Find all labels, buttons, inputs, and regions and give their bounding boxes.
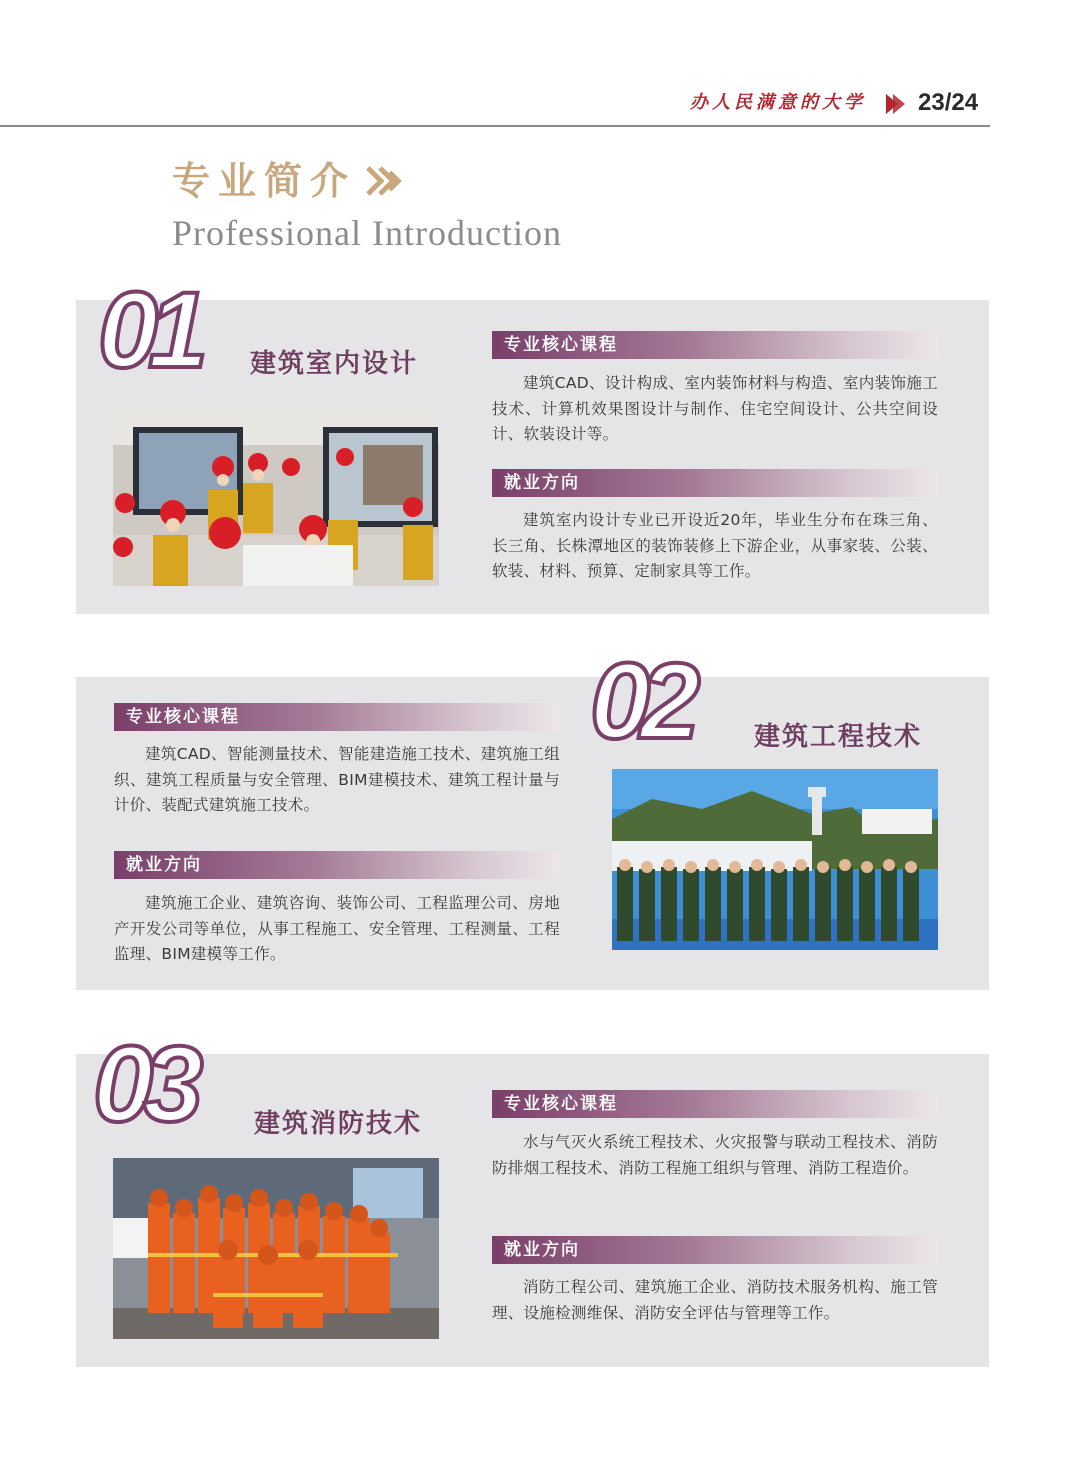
core-courses-text: 建筑CAD、设计构成、室内装饰材料与构造、室内装饰施工技术、计算机效果图设计与制作、住宅空间设计、公共空间设计、软装设计等。 [492, 374, 938, 443]
core-courses-bar: 专业核心课程 [492, 1090, 938, 1118]
major-number: 01 [98, 269, 199, 390]
core-courses-text: 水与气灭火系统工程技术、火灾报警与联动工程技术、消防防排烟工程技术、消防工程施工组织与管理、消防工程造价。 [492, 1133, 938, 1177]
photo-construction-students-salute [612, 769, 938, 950]
core-courses-bar: 专业核心课程 [492, 331, 938, 359]
careers-text: 建筑室内设计专业已开设近20年，毕业生分布在珠三角、长三角、长株潭地区的装饰装修上下游企业，从事家装、公装、软装、材料、预算、定制家具等工作。 [492, 511, 938, 580]
careers-bar: 就业方向 [114, 851, 560, 879]
page-number: 23/24 [918, 89, 979, 116]
section-subtitle: Professional Introduction [172, 213, 562, 253]
play-arrow-icon [884, 92, 908, 116]
careers-text: 消防工程公司、建筑施工企业、消防技术服务机构、施工管理、设施检测维保、消防安全评估与管理等工作。 [492, 1278, 938, 1322]
double-chevron-icon [364, 164, 404, 198]
major-name: 建筑工程技术 [754, 722, 923, 752]
careers-bar: 就业方向 [492, 469, 938, 497]
core-courses-text: 建筑CAD、智能测量技术、智能建造施工技术、建筑施工组织、建筑工程质量与安全管理、BIM建模技术、建筑工程计量与计价、装配式建筑施工技术。 [114, 745, 560, 814]
section-title: 专业简介 [172, 158, 357, 203]
major-name: 建筑消防技术 [254, 1109, 423, 1139]
core-courses-bar: 专业核心课程 [114, 703, 560, 731]
major-name: 建筑室内设计 [250, 349, 419, 379]
photo-interior-design-class [113, 405, 439, 586]
major-number: 02 [590, 640, 691, 761]
header-divider [0, 125, 990, 127]
major-number: 03 [93, 1023, 194, 1144]
header-slogan: 办人民满意的大学 [690, 92, 866, 113]
photo-fire-tech-students [113, 1158, 439, 1339]
careers-text: 建筑施工企业、建筑咨询、装饰公司、工程监理公司、房地产开发公司等单位，从事工程施工、安全管理、工程测量、工程监理、BIM建模等工作。 [114, 894, 560, 963]
careers-bar: 就业方向 [492, 1236, 938, 1264]
